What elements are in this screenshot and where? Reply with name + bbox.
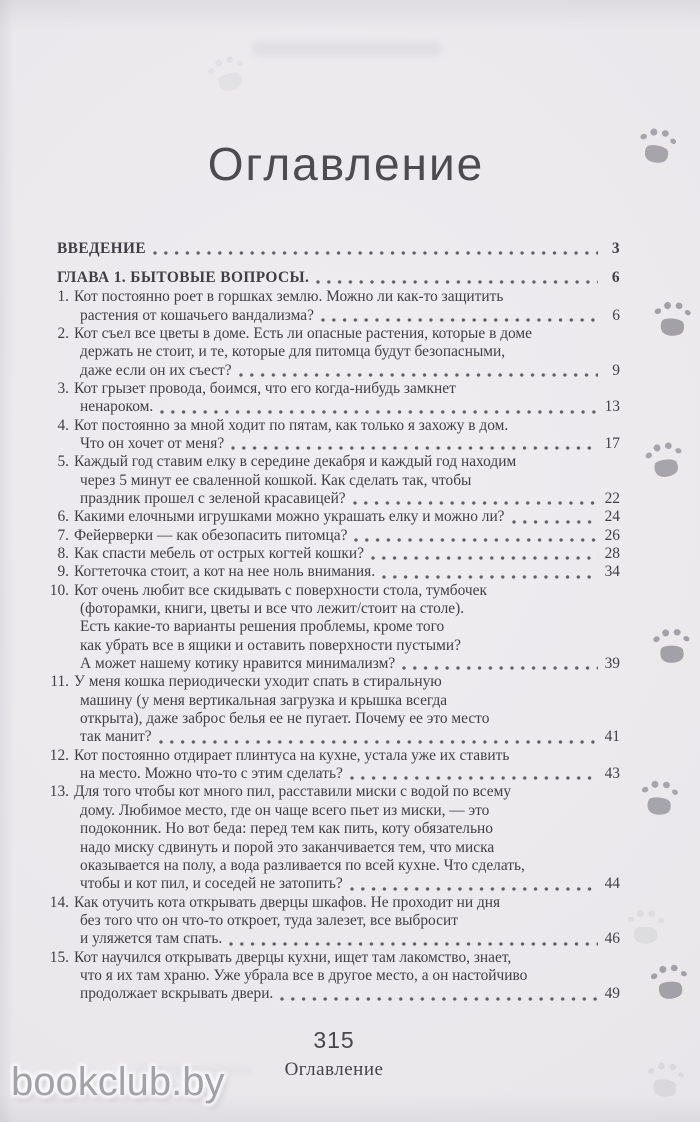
toc-line [48, 472, 620, 490]
toc-line [48, 820, 620, 838]
dot-leader [382, 575, 598, 579]
toc-line-text: Какими елочными игрушками можно украшать елку и можно ли? [74, 508, 505, 526]
toc-line-text: Фейерверки — как обезопасить питомца? [74, 526, 348, 544]
toc-entry [48, 563, 620, 581]
cat-paw-print-icon [635, 774, 685, 821]
toc-entry [48, 783, 620, 893]
page-number: 315 [313, 1027, 355, 1053]
toc-line-text: Кот постоянно роет в горшках землю. Можно ли как-то защитить [74, 288, 504, 306]
cat-paw-print-icon [632, 120, 685, 169]
scan-showthrough-smudge [252, 42, 442, 56]
table-of-contents [48, 240, 620, 1004]
toc-page-number: 41 [604, 728, 620, 746]
toc-page-number: 46 [604, 930, 620, 948]
toc-line [48, 527, 620, 545]
toc-line [48, 545, 620, 563]
toc-line [48, 839, 620, 857]
toc-page-number: 24 [604, 508, 620, 526]
cat-paw-print-icon [200, 47, 255, 99]
toc-entry [48, 949, 620, 1004]
toc-item-number: 11. [50, 673, 69, 691]
page-title: Оглавление [207, 137, 485, 190]
dot-leader [153, 251, 598, 255]
toc-page-number: 26 [604, 526, 620, 544]
toc-line-text: Кот съел все цветы в доме. Есть ли опасные растения, которые в доме [74, 324, 532, 342]
toc-line-text: ГЛАВА 1. БЫТОВЫЕ ВОПРОСЫ. [57, 268, 310, 286]
toc-line-text: на место. Можно что-то с этим сделать? [80, 765, 343, 783]
toc-line-text: машину (у меня вертикальная загрузка и крышка всегда [80, 691, 448, 709]
toc-line [48, 912, 620, 930]
toc-line [48, 930, 620, 948]
dot-leader [512, 520, 598, 524]
toc-line-text: так манит? [80, 728, 152, 746]
toc-line [48, 325, 620, 343]
dot-leader [239, 373, 598, 377]
toc-entry [48, 325, 620, 380]
toc-line-text: дому. Любимое место, где он чаще всего пьет из миски, — это [80, 801, 490, 819]
toc-line [48, 288, 620, 306]
watermark: bookclub.by [11, 1060, 225, 1104]
cat-paw-print-icon [640, 1055, 691, 1103]
cat-paw-print-icon [639, 435, 690, 483]
toc-entry [48, 582, 620, 674]
toc-line-text: ненароком. [80, 398, 154, 416]
toc-line-text: Кот грызет провода, боимся, что его когда-нибудь замкнет [74, 379, 456, 397]
toc-line [48, 783, 620, 801]
toc-item-number: 5. [57, 453, 69, 471]
toc-line-text: Кот постоянно отдирает плинтуса на кухне, устала уже их ставить [74, 746, 510, 764]
toc-item-number: 13. [49, 783, 69, 801]
toc-line-text: растения от кошачьего вандализма? [80, 306, 314, 324]
toc-line [48, 563, 620, 581]
dot-leader [159, 740, 598, 744]
toc-line [48, 453, 620, 471]
toc-page-number: 13 [604, 398, 620, 416]
toc-line [48, 600, 620, 618]
toc-line [48, 765, 620, 783]
toc-line [48, 582, 620, 600]
toc-page-number: 17 [604, 434, 620, 452]
toc-page-number: 49 [604, 985, 620, 1003]
toc-line-text: А может нашему котику нравится минимализм? [80, 655, 396, 673]
toc-page-number: 43 [604, 765, 620, 783]
toc-line [48, 857, 620, 875]
toc-page-number: 39 [604, 655, 620, 673]
toc-line [48, 362, 620, 380]
toc-line-text: ВВЕДЕНИЕ [57, 240, 147, 257]
toc-line-text: Как отучить кота открывать дверцы шкафов. Не проходит ни дня [74, 893, 501, 911]
toc-line [48, 343, 620, 361]
cat-paw-print-icon [649, 295, 698, 340]
toc-line [48, 417, 620, 435]
toc-page-number: 28 [604, 545, 620, 562]
dot-leader [402, 666, 598, 670]
toc-item-number: 10. [49, 581, 69, 599]
toc-item-number: 3. [57, 379, 69, 397]
toc-entry [48, 545, 620, 563]
toc-line-text: и уляжется там спать. [80, 930, 223, 948]
toc-line-text: Для того чтобы кот много пил, расставили миски с водой по всему [74, 783, 512, 801]
toc-line-text: Что он хочет от меня? [80, 434, 225, 452]
toc-item-number: 2. [57, 324, 69, 342]
toc-page-number: 44 [604, 875, 620, 893]
dot-leader [229, 942, 598, 946]
toc-line [48, 949, 620, 967]
toc-line [48, 508, 620, 526]
toc-page-number: 6 [611, 268, 620, 286]
toc-line-text: чтобы и кот пил, и соседей не затопить? [80, 875, 343, 893]
cat-paw-print-icon [622, 904, 670, 948]
toc-entry [48, 417, 620, 454]
toc-item-number: 4. [57, 416, 69, 434]
toc-entry [48, 747, 620, 784]
toc-line-text: Каждый год ставим елку в середине декабря и каждый год находим [74, 453, 517, 471]
toc-page-number: 9 [612, 361, 620, 379]
toc-page-number: 34 [604, 563, 620, 581]
dot-leader [350, 887, 598, 891]
toc-line [48, 398, 620, 416]
dot-leader [353, 501, 598, 505]
toc-line-text: Как спасти мебель от острых когтей кошки? [74, 545, 364, 562]
toc-item-number: 1. [57, 288, 69, 306]
toc-line-text: держать не стоит, и те, которые для питомца будут безопасными, [80, 343, 506, 361]
toc-item-number: 6. [57, 508, 69, 526]
toc-line [48, 692, 620, 710]
toc-line-text: как убрать все в ящики и оставить поверхности пустыми? [80, 636, 461, 654]
cat-paw-print-icon [649, 624, 695, 666]
toc-item-number: 9. [57, 563, 69, 581]
toc-line-text: даже если он их съест? [80, 361, 232, 379]
toc-line-text: Есть какие-то варианты решения проблемы, кроме того [80, 618, 445, 636]
toc-item-number: 7. [57, 526, 69, 544]
toc-item-number: 14. [49, 893, 69, 911]
toc-line-text: Кот научился открывать дверцы кухни, ищет там лакомство, знает, [74, 948, 512, 966]
toc-line-text: Когтеточка стоит, а кот на нее ноль внимания. [74, 563, 376, 581]
dot-leader [280, 997, 598, 1001]
toc-line [48, 802, 620, 820]
toc-line [48, 875, 620, 893]
toc-line [48, 894, 620, 912]
toc-page-number: 22 [604, 489, 620, 507]
toc-line-text: оказывается на полу, а вода разливается по всей кухне. Что сделать, [80, 856, 525, 874]
toc-section-entry [48, 240, 620, 258]
toc-section-entry [48, 269, 620, 287]
toc-line [48, 637, 620, 655]
toc-line [48, 728, 620, 746]
toc-line [48, 618, 620, 636]
toc-entry [48, 453, 620, 508]
cat-paw-print-icon [646, 958, 695, 1003]
toc-entry [48, 527, 620, 545]
toc-line [48, 710, 620, 728]
toc-line-text: праздник прошел с зеленой красавицей? [80, 489, 346, 507]
toc-line [48, 240, 620, 258]
toc-line [48, 307, 620, 325]
toc-line-text: надо миску сдвинуть и порой это заканчивается тем, что миска [80, 838, 495, 856]
toc-line [48, 380, 620, 398]
toc-entry [48, 288, 620, 325]
toc-page-number: 3 [611, 240, 620, 257]
toc-line [48, 269, 620, 287]
toc-page-number: 6 [612, 306, 620, 324]
toc-line [48, 673, 620, 691]
toc-entry [48, 894, 620, 949]
toc-line-text: без того что он что-то откроет, туда залезет, все выбросит [80, 911, 458, 929]
dot-leader [231, 446, 598, 450]
toc-line [48, 490, 620, 508]
toc-line-text: что я их там храню. Уже убрала все в другое место, а он настойчиво [80, 966, 528, 984]
toc-line [48, 967, 620, 985]
toc-line-text: Кот постоянно за мной ходит по пятам, как только я захожу в дом. [74, 416, 509, 434]
toc-line [48, 985, 620, 1003]
toc-line-text: через 5 минут ее сваленной кошкой. Как сделать так, чтобы [80, 471, 472, 489]
toc-entry [48, 508, 620, 526]
dot-leader [350, 776, 598, 780]
toc-line [48, 747, 620, 765]
toc-line-text: подоконник. Но вот беда: перед тем как пить, коту обязательно [80, 820, 493, 838]
dot-leader [160, 410, 598, 414]
toc-line [48, 655, 620, 673]
dot-leader [371, 556, 598, 560]
toc-line-text: (фоторамки, книги, цветы и все что лежит/стоит на столе). [80, 600, 465, 618]
dot-leader [321, 318, 598, 322]
toc-entry [48, 380, 620, 417]
dot-leader [316, 280, 598, 284]
toc-entry [48, 673, 620, 746]
toc-line-text: продолжает вскрывать двери. [80, 985, 274, 1003]
toc-item-number: 12. [49, 746, 69, 764]
toc-line-text: открыта), даже заброс белья ее не пугает. Почему ее это место [80, 710, 490, 728]
dot-leader [354, 538, 598, 542]
toc-line-text: У меня кошка периодически уходит спать в стиральную [74, 673, 442, 691]
toc-item-number: 8. [57, 545, 69, 562]
toc-item-number: 15. [49, 948, 69, 966]
footer-section-label: Оглавление [284, 1059, 384, 1080]
toc-line-text: Кот очень любит все скидывать с поверхности стола, тумбочек [74, 581, 487, 599]
toc-line [48, 435, 620, 453]
